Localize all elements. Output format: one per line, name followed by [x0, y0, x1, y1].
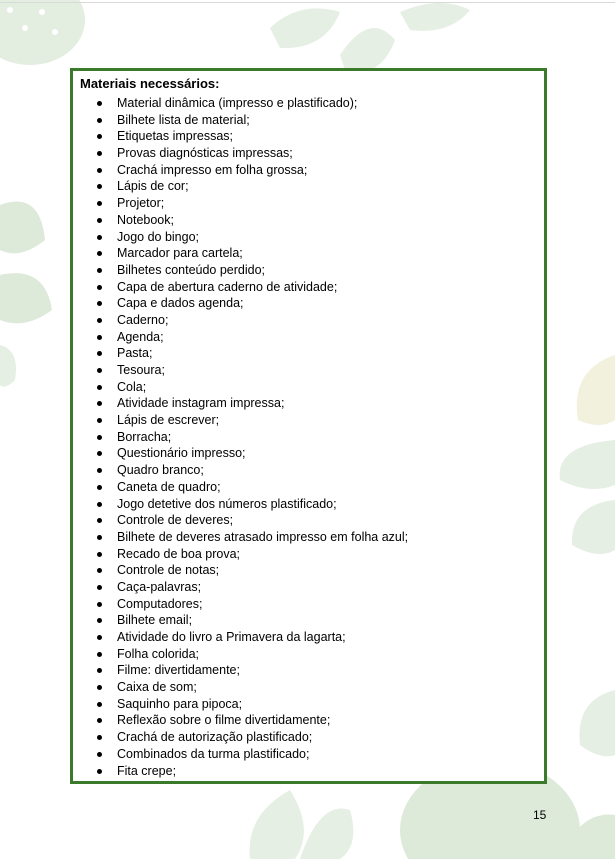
list-item: Quadro branco; — [73, 462, 408, 479]
list-item: Filme: divertidamente; — [73, 662, 408, 679]
list-item: Material dinâmica (impresso e plastificado); — [73, 95, 408, 112]
list-item: Cola; — [73, 379, 408, 396]
list-item: Questionário impresso; — [73, 445, 408, 462]
list-item: Marcador para cartela; — [73, 245, 408, 262]
list-item: Reflexão sobre o filme divertidamente; — [73, 712, 408, 729]
list-item: Provas diagnósticas impressas; — [73, 145, 408, 162]
leaf-icon — [0, 0, 85, 65]
list-item: Jogo do bingo; — [73, 229, 408, 246]
list-item: Borracha; — [73, 429, 408, 446]
list-item: Capa de abertura caderno de atividade; — [73, 279, 408, 296]
list-item: Atividade instagram impressa; — [73, 395, 408, 412]
list-item: Bilhete de deveres atrasado impresso em folha azul; — [73, 529, 408, 546]
list-item: Capa e dados agenda; — [73, 295, 408, 312]
list-item: Caça-palavras; — [73, 579, 408, 596]
list-item: Lápis de escrever; — [73, 412, 408, 429]
list-item: Saquinho para pipoca; — [73, 696, 408, 713]
list-item: Caderno; — [73, 312, 408, 329]
list-item: Bilhetes conteúdo perdido; — [73, 262, 408, 279]
list-item: Crachá de autorização plastificado; — [73, 729, 408, 746]
list-item: Agenda; — [73, 329, 408, 346]
list-item: Folha colorida; — [73, 646, 408, 663]
list-item: Atividade do livro a Primavera da lagarta; — [73, 629, 408, 646]
list-item: Caneta de quadro; — [73, 479, 408, 496]
leaf-icon — [0, 202, 52, 387]
list-item: Crachá impresso em folha grossa; — [73, 162, 408, 179]
list-item: Bilhete lista de material; — [73, 112, 408, 129]
materials-heading: Materiais necessários: — [80, 76, 220, 91]
list-item: Combinados da turma plastificado; — [73, 746, 408, 763]
list-item: Jogo detetive dos números plastificado; — [73, 496, 408, 513]
materials-list — [73, 95, 408, 779]
list-item: Tesoura; — [73, 362, 408, 379]
list-item: Etiquetas impressas; — [73, 128, 408, 145]
list-item: Lápis de cor; — [73, 178, 408, 195]
list-item: Controle de deveres; — [73, 512, 408, 529]
header-rule — [0, 2, 615, 3]
materials-box — [70, 68, 547, 784]
list-item: Bilhete email; — [73, 612, 408, 629]
list-item: Caixa de som; — [73, 679, 408, 696]
list-item: Pasta; — [73, 345, 408, 362]
list-item: Notebook; — [73, 212, 408, 229]
list-item: Recado de boa prova; — [73, 546, 408, 563]
list-item: Fita crepe; — [73, 763, 408, 780]
leaf-icon — [270, 3, 470, 72]
list-item: Computadores; — [73, 596, 408, 613]
list-item: Controle de notas; — [73, 562, 408, 579]
page-number: 15 — [533, 808, 547, 822]
list-item: Projetor; — [73, 195, 408, 212]
leaf-icon — [560, 355, 615, 756]
